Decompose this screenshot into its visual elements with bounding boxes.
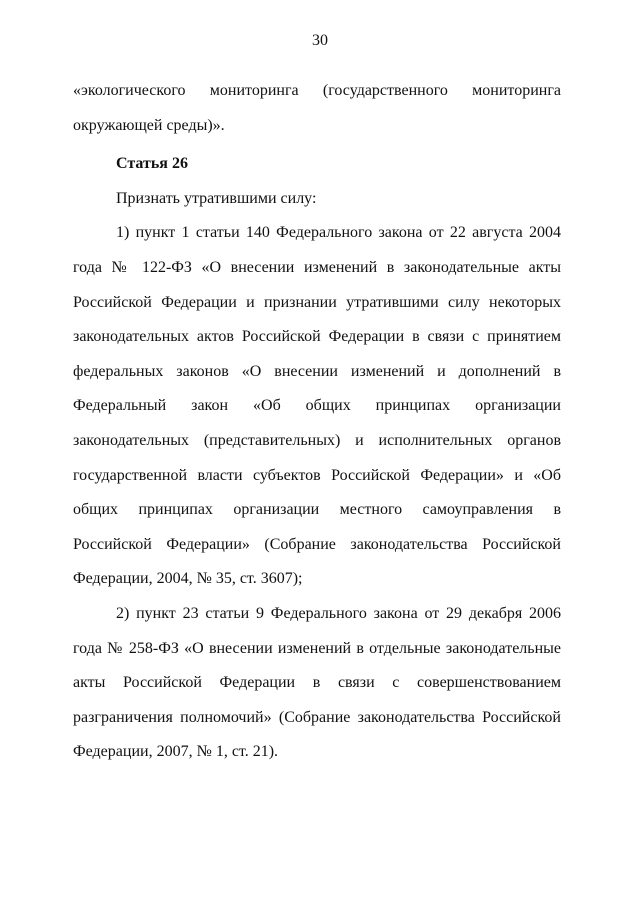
intro-paragraph: Признать утратившими силу: [116,189,317,207]
list-item-1: 1) пункт 1 статьи 140 Федерального закона от 22 августа 2004 года № 122-ФЗ «О внесении изменений в законодательные акты Российской Федерации и признании утратившими силу некоторых законодательных актов Российской Федерации в связи с принятием федеральных законов «О внесении изменений и дополнений в Федеральный закон «Об общих принципах организации законодательных (представительных) и исполнительных органов государственной власти субъектов Российской Федерации» и «Об общих принципах организации местного самоуправления в Российской Федерации» (Собрание законодательства Российской Федерации, 2004, № 35, ст. 3607); [73,224,561,588]
list-item-2: 2) пункт 23 статьи 9 Федерального закона от 29 декабря 2006 года № 258-ФЗ «О внесении изменений в отдельные законодательные акты Российской Федерации в связи с совершенствованием разграничения полномочий» (Собрание законодательства Российской Федерации, 2007, № 1, ст. 21). [73,604,561,761]
article-title: Статья 26 [116,155,188,173]
document-body [73,74,561,770]
page-number: 30 [312,32,328,49]
continuation-paragraph: «экологического мониторинга (государственного мониторинга окружающей среды)». [73,82,561,134]
